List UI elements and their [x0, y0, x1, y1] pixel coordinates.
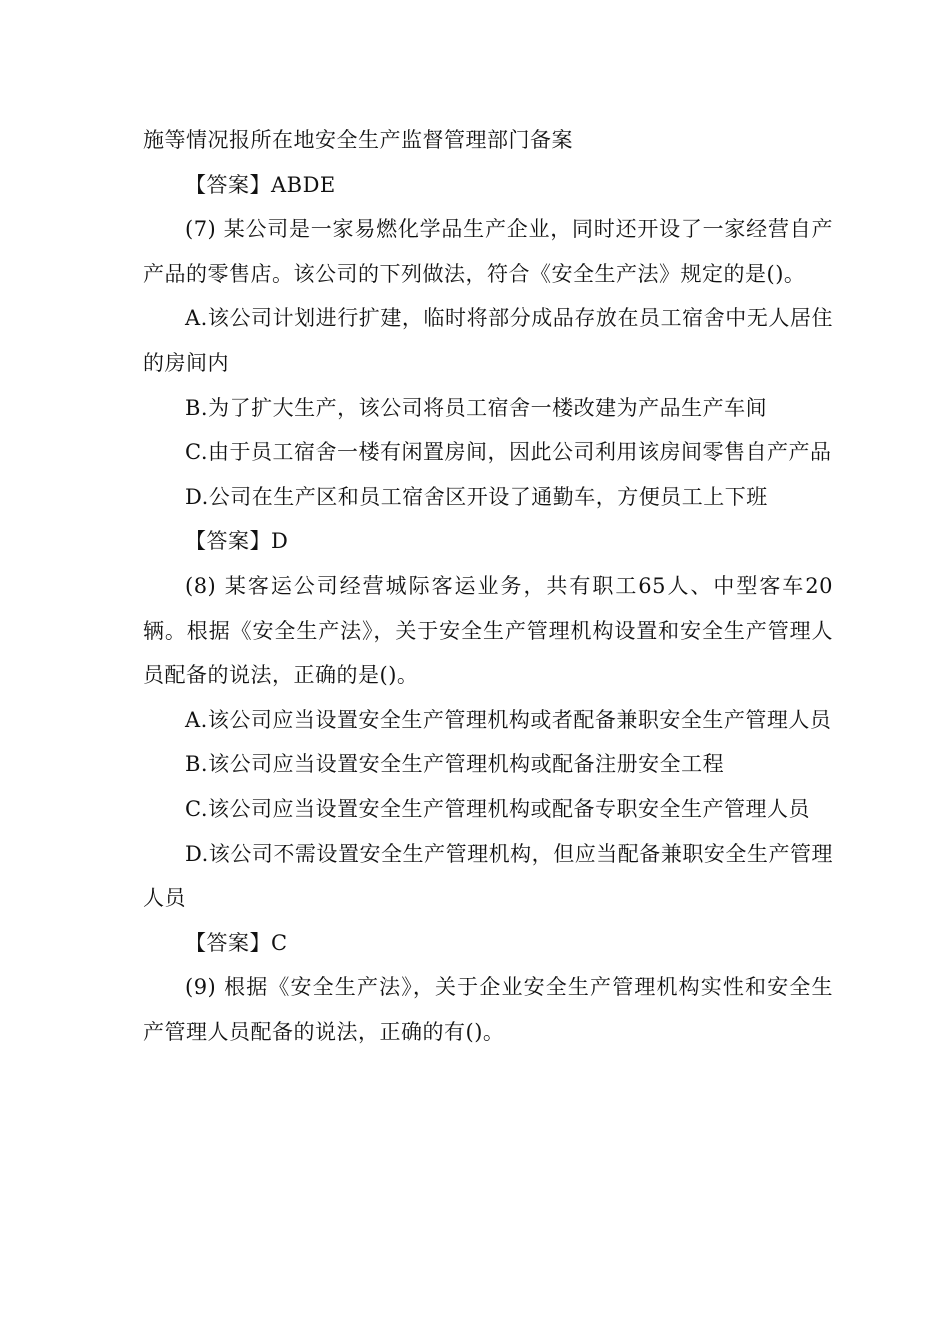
question-7-option-d: D.公司在生产区和员工宿舍区开设了通勤车，方便员工上下班: [185, 484, 768, 509]
document-body: [143, 118, 833, 1054]
answer-8: 【答案】C: [185, 930, 288, 955]
question-7-option-c: C.由于员工宿舍一楼有闲置房间，因此公司利用该房间零售自产产品: [185, 440, 832, 465]
question-8: (8) 某客运公司经营城际客运业务，共有职工65人、中型客车20辆。根据《安全生产法》，关于安全生产管理机构设置和安全生产管理人员配备的说法，正确的是()。: [143, 573, 833, 688]
question-8-option-a: A.该公司应当设置安全生产管理机构或者配备兼职安全生产管理人员: [185, 707, 832, 732]
question-8-option-c: C.该公司应当设置安全生产管理机构或配备专职安全生产管理人员: [185, 796, 810, 821]
answer-6: 【答案】ABDE: [185, 172, 336, 197]
answer-7: 【答案】D: [185, 529, 289, 554]
question-7: (7) 某公司是一家易燃化学品生产企业，同时还开设了一家经营自产产品的零售店。该公司的下列做法，符合《安全生产法》规定的是()。: [143, 217, 833, 286]
question-7-option-a: A.该公司计划进行扩建，临时将部分成品存放在员工宿舍中无人居住的房间内: [143, 306, 833, 375]
question-8-option-b: B.该公司应当设置安全生产管理机构或配备注册安全工程: [185, 752, 725, 777]
question-8-option-d: D.该公司不需设置安全生产管理机构，但应当配备兼职安全生产管理人员: [143, 841, 833, 911]
question-7-option-b: B.为了扩大生产，该公司将员工宿舍一楼改建为产品生产车间: [185, 395, 768, 420]
continuation-paragraph: 施等情况报所在地安全生产监督管理部门备案: [143, 128, 573, 152]
question-9: (9) 根据《安全生产法》，关于企业安全生产管理机构实性和安全生产管理人员配备的说法，正确的有()。: [143, 975, 833, 1044]
